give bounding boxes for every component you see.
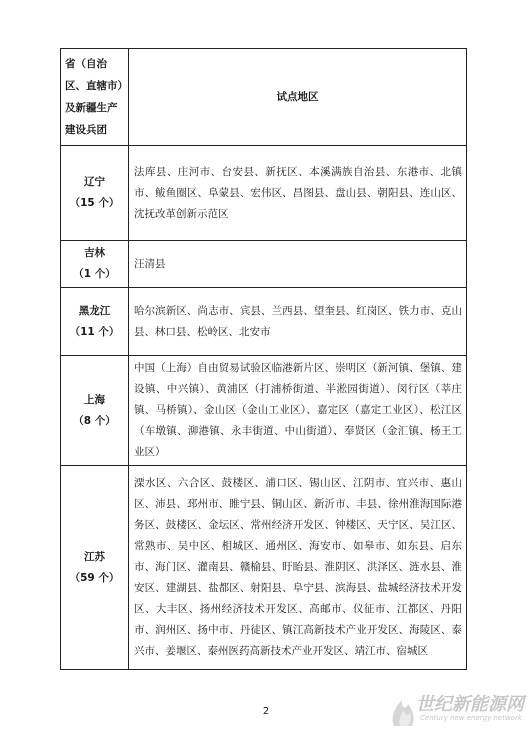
areas-cell: 法库县、庄河市、台安县、新抚区、本溪满族自治县、东港市、北镇市、鲅鱼圈区、阜蒙县、宏伟区、昌图县、盘山县、朝阳县、连山区、沈抚改革创新示范区 xyxy=(129,146,467,241)
header-pilot-areas: 试点地区 xyxy=(129,49,467,146)
province-count: （15 个） xyxy=(69,197,120,209)
areas-cell: 中国（上海）自由贸易试验区临港新片区、崇明区（新河镇、堡镇、建设镇、中兴镇）、黄浦区（打浦桥街道、半淞园街道）、闵行区（莘庄镇、马桥镇）、金山区（金山工业区）、嘉定区（嘉定工业区）、松江区（车墩镇、泖港镇、永丰街道、中山街道）、奉贤区（金汇镇、杨王工业区） xyxy=(129,356,467,466)
watermark-en-text: Century new energy network xyxy=(420,714,522,722)
table-row xyxy=(61,356,467,466)
table-row xyxy=(61,241,467,288)
areas-cell: 哈尔滨新区、尚志市、宾县、兰西县、望奎县、红岗区、铁力市、克山县、林口县、松岭区、北安市 xyxy=(129,288,467,356)
province-count: （8 个） xyxy=(73,414,116,427)
table-header-row xyxy=(61,49,467,146)
province-cell xyxy=(61,288,129,356)
table-row xyxy=(61,146,467,241)
watermark-cn-text: 世纪新能源网 xyxy=(416,694,524,715)
province-name: 黑龙江 xyxy=(78,304,111,317)
province-cell xyxy=(61,466,129,670)
table-row xyxy=(61,288,467,356)
province-count: （11 个） xyxy=(69,325,120,338)
province-cell xyxy=(61,241,129,288)
areas-cell: 汪清县 xyxy=(129,241,467,288)
province-cell xyxy=(61,356,129,466)
province-count: （59 个） xyxy=(69,571,120,584)
province-name: 吉林 xyxy=(84,247,105,259)
page-number: 2 xyxy=(262,706,270,717)
header-province: 省（自治区、直辖市）及新疆生产建设兵团 xyxy=(61,49,129,146)
pilot-areas-table xyxy=(60,48,467,670)
watermark-logo xyxy=(388,688,528,732)
province-name: 辽宁 xyxy=(84,176,105,188)
province-cell xyxy=(61,146,129,241)
province-count: （1 个） xyxy=(73,268,116,280)
province-name: 上海 xyxy=(84,393,105,406)
areas-cell: 溧水区、六合区、鼓楼区、浦口区、锡山区、江阴市、宜兴市、惠山区、沛县、邳州市、睢宁县、铜山区、新沂市、丰县、徐州淮海国际港务区、鼓楼区、金坛区、常州经济开发区、钟楼区、天宁区、吴江区、常熟市、吴中区、相城区、通州区、海安市、如皋市、如东县、启东市、海门区、灌南县、赣榆县、盱眙县、淮阴区、洪泽区、涟水县、淮安区、建湖县、盐都区、射阳县、阜宁县、滨海县、盐城经济技术开发区、大丰区、扬州经济技术开发区、高邮市、仪征市、江都区、丹阳市、润州区、扬中市、丹徒区、镇江高新技术产业开发区、海陵区、泰兴市、姜堰区、泰州医药高新技术产业开发区、靖江市、宿城区 xyxy=(129,466,467,670)
province-name: 江苏 xyxy=(84,550,105,563)
table-row xyxy=(61,466,467,670)
